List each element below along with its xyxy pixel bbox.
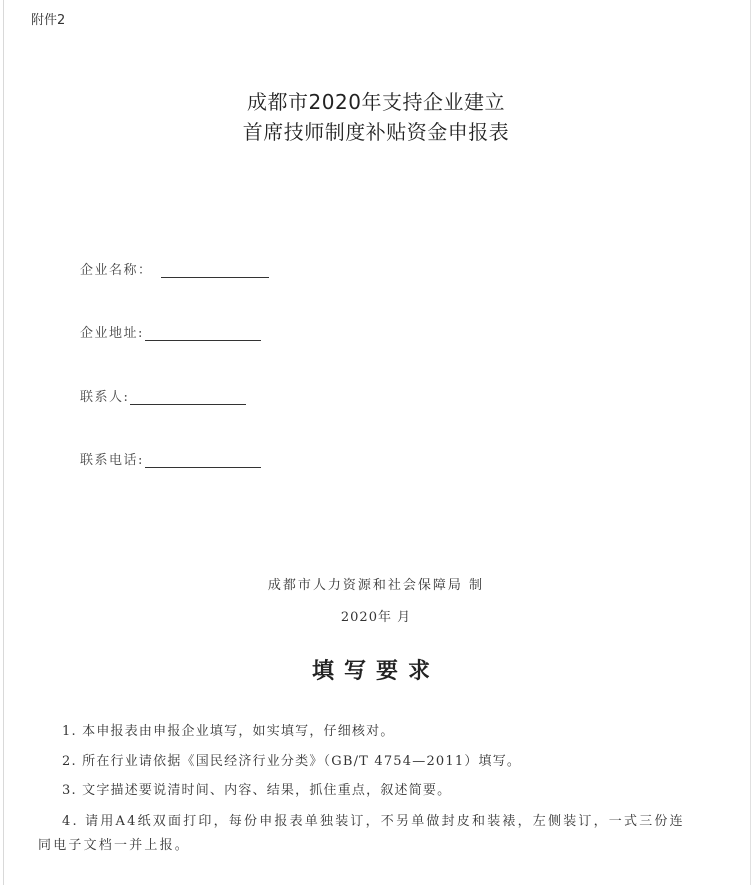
- requirement-item: 3. 文字描述要说清时间、内容、结果，抓住重点，叙述简要。: [62, 783, 452, 798]
- field-label: 联系人:: [80, 390, 130, 405]
- document-title-line-1: 成都市2020年支持企业建立: [247, 90, 505, 114]
- issuer-line: 成都市人力资源和社会保障局 制: [267, 578, 485, 593]
- requirement-item-4: [38, 810, 722, 858]
- field-label: 企业名称：: [80, 263, 153, 278]
- field-label: 联系电话:: [80, 453, 144, 468]
- document-title-line-2: 首席技师制度补贴资金申报表: [242, 120, 510, 144]
- fill-in-line: [130, 390, 246, 405]
- requirement-item-4-line-2: 同电子文档一并上报。: [38, 838, 191, 853]
- requirements-heading: 填写要求: [311, 659, 440, 684]
- fill-in-line: [145, 326, 261, 341]
- requirement-item-4-line-1: 4. 请用A4纸双面打印，每份申报表单独装订，不另单做封皮和装裱，左侧装订，一式三份连: [62, 814, 685, 829]
- field-company-name: [80, 259, 269, 278]
- issue-date: 2020年 月: [340, 610, 412, 625]
- field-contact-phone: [80, 449, 261, 468]
- fill-in-line: [145, 453, 261, 468]
- field-company-address: [80, 322, 261, 341]
- annex-label: 附件2: [31, 13, 66, 28]
- requirement-item: 1. 本申报表由申报企业填写，如实填写，仔细核对。: [62, 724, 395, 739]
- requirement-item: 2. 所在行业请依据《国民经济行业分类》（GB/T 4754—2011）填写。: [62, 754, 522, 769]
- fill-in-line: [161, 263, 269, 278]
- field-label: 企业地址:: [80, 326, 144, 341]
- field-contact-person: [80, 386, 246, 405]
